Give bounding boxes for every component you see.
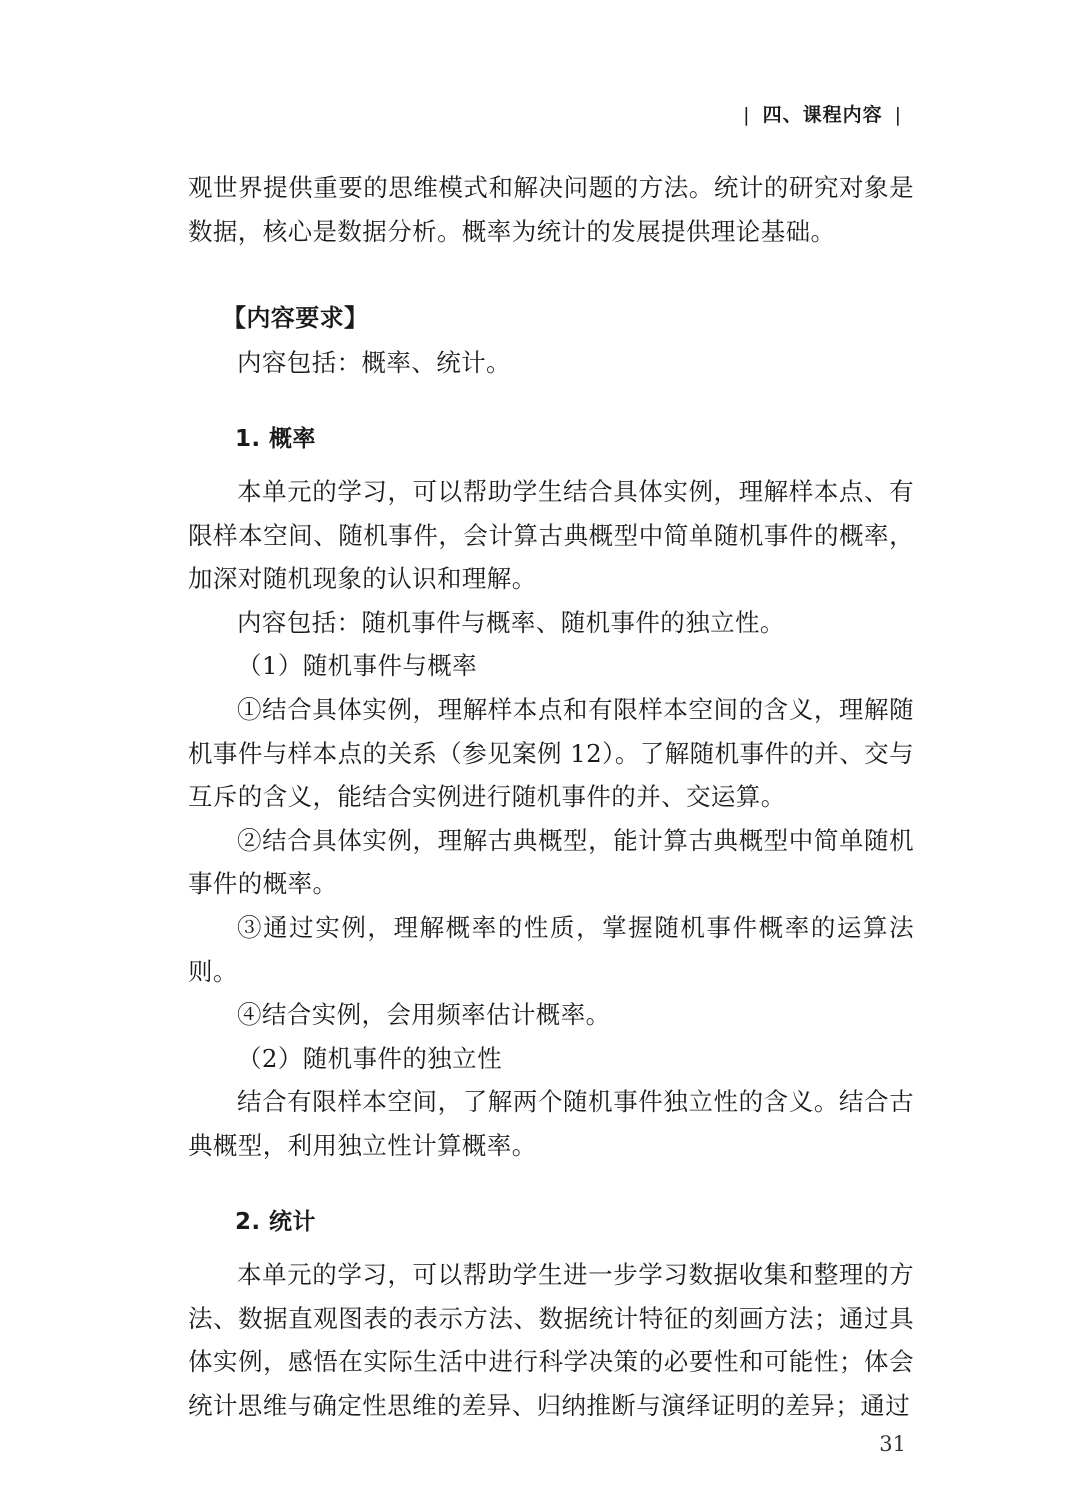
section-heading-statistics: 2. 统计 — [235, 1209, 316, 1236]
section-heading-probability: 1. 概率 — [235, 426, 316, 453]
page-content — [188, 166, 914, 1427]
subsection-title-random-events: （1）随机事件与概率 — [237, 651, 478, 681]
subsection-title-independence: （2）随机事件的独立性 — [237, 1043, 502, 1073]
header-divider-right: | — [894, 104, 902, 126]
list-item: ④结合实例，会用频率估计概率。 — [237, 1000, 611, 1030]
running-header — [731, 100, 914, 127]
requirements-intro: 内容包括：概率、统计。 — [237, 347, 511, 377]
requirements-heading: 【内容要求】 — [222, 304, 369, 333]
list-item: ③通过实例，理解概率的性质，掌握随机事件概率的运算法则。 — [188, 912, 914, 986]
intro-continuation: 观世界提供重要的思维模式和解决问题的方法。统计的研究对象是数据，核心是数据分析。概率为统计的发展提供理论基础。 — [188, 173, 914, 246]
subsection-independence-text: 结合有限样本空间，了解两个随机事件独立性的含义。结合古典概型，利用独立性计算概率。 — [188, 1087, 914, 1160]
list-item: ②结合具体实例，理解古典概型，能计算古典概型中简单随机事件的概率。 — [188, 825, 914, 899]
header-divider-left: | — [743, 104, 751, 126]
page-number: 31 — [879, 1432, 906, 1456]
section1-contents: 内容包括：随机事件与概率、随机事件的独立性。 — [237, 607, 785, 637]
section1-intro: 本单元的学习，可以帮助学生结合具体实例，理解样本点、有限样本空间、随机事件，会计算古典概型中简单随机事件的概率，加深对随机现象的认识和理解。 — [188, 476, 914, 594]
running-title: 四、课程内容 — [762, 104, 883, 126]
list-item: ①结合具体实例，理解样本点和有限样本空间的含义，理解随机事件与样本点的关系（参见案例 12）。了解随机事件的并、交与互斥的含义，能结合实例进行随机事件的并、交运算。 — [188, 694, 914, 812]
section2-intro: 本单元的学习，可以帮助学生进一步学习数据收集和整理的方法、数据直观图表的表示方法、数据统计特征的刻画方法；通过具体实例，感悟在实际生活中进行科学决策的必要性和可能性；体会统计思维与确定性思维的差异、归纳推断与演绎证明的差异；通过 — [188, 1260, 914, 1420]
